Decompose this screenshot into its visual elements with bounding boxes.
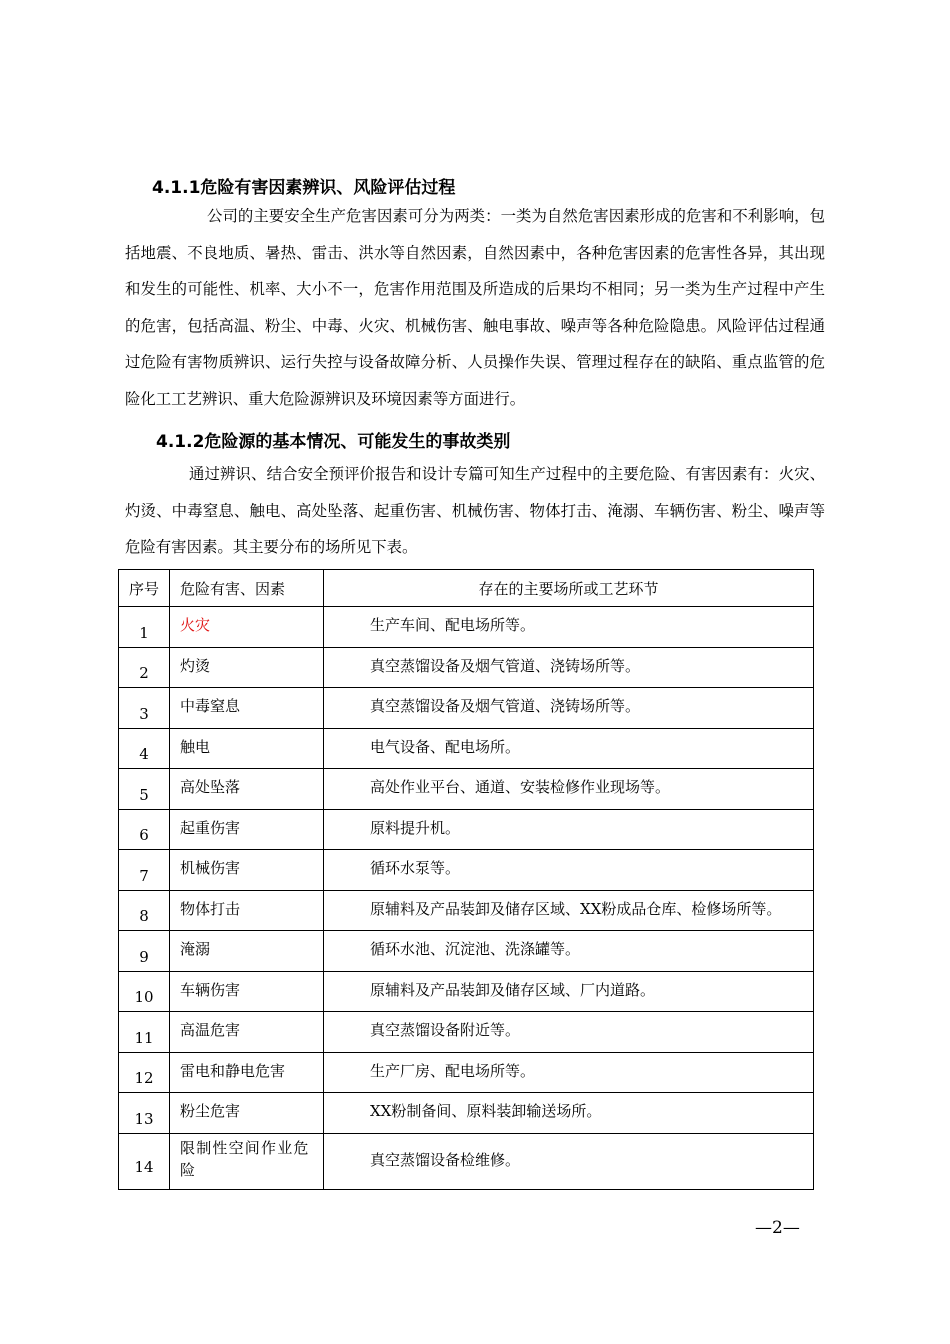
paragraph-risk-assessment: 公司的主要安全生产危害因素可分为两类：一类为自然危害因素形成的危害和不利影响，包括地震、不良地质、暑热、雷击、洪水等自然因素，自然因素中，各种危害因素的危害性各异，其出现和发生的可能性、机率、大小不一，危害作用范围及所造成的后果均不相同；另一类为生产过程中产生的危害，包括高温、粉尘、中毒、火灾、机械伤害、触电事故、噪声等各种危险隐患。风险评估过程通过危险有害物质辨识、运行失控与设备故障分析、人员操作失误、管理过程存在的缺陷、重点监管的危险化工工艺辨识、重大危险源辨识及环境因素等方面进行。 — [125, 207, 825, 408]
cell-location: 原辅料及产品装卸及储存区域、XX粉成品仓库、检修场所等。 — [324, 890, 814, 931]
cell-hazard: 车辆伤害 — [170, 971, 324, 1012]
table-row — [119, 1052, 814, 1093]
cell-location: 真空蒸馏设备及烟气管道、浇铸场所等。 — [324, 688, 814, 729]
cell-no: 3 — [119, 688, 170, 729]
cell-hazard: 触电 — [170, 728, 324, 769]
hazard-table — [118, 569, 814, 1190]
table-row — [119, 1133, 814, 1189]
cell-no: 9 — [119, 931, 170, 972]
cell-location: 高处作业平台、通道、安装检修作业现场等。 — [324, 769, 814, 810]
cell-no: 11 — [119, 1012, 170, 1053]
cell-location: 真空蒸馏设备及烟气管道、浇铸场所等。 — [324, 647, 814, 688]
cell-no: 4 — [119, 728, 170, 769]
cell-location: 循环水池、沉淀池、洗涤罐等。 — [324, 931, 814, 972]
table-row — [119, 1012, 814, 1053]
cell-no: 10 — [119, 971, 170, 1012]
cell-hazard: 中毒窒息 — [170, 688, 324, 729]
cell-location: 原辅料及产品装卸及储存区域、厂内道路。 — [324, 971, 814, 1012]
table-row — [119, 728, 814, 769]
cell-hazard: 限制性空间作业危险 — [170, 1133, 324, 1189]
table-row — [119, 688, 814, 729]
table-row — [119, 931, 814, 972]
cell-location: 真空蒸馏设备附近等。 — [324, 1012, 814, 1053]
table-row — [119, 971, 814, 1012]
cell-hazard: 灼烫 — [170, 647, 324, 688]
cell-no: 7 — [119, 850, 170, 891]
cell-hazard: 机械伤害 — [170, 850, 324, 891]
header-location: 存在的主要场所或工艺环节 — [324, 570, 814, 607]
cell-no: 2 — [119, 647, 170, 688]
cell-location: 生产车间、配电场所等。 — [324, 607, 814, 648]
cell-hazard: 高处坠落 — [170, 769, 324, 810]
cell-hazard: 起重伤害 — [170, 809, 324, 850]
cell-location: XX粉制备间、原料装卸输送场所。 — [324, 1093, 814, 1134]
cell-hazard: 雷电和静电危害 — [170, 1052, 324, 1093]
header-no: 序号 — [119, 570, 170, 607]
section-heading-4-1-1: 4.1.1危险有害因素辨识、风险评估过程 — [152, 178, 456, 198]
cell-no: 12 — [119, 1052, 170, 1093]
cell-no: 13 — [119, 1093, 170, 1134]
cell-no: 5 — [119, 769, 170, 810]
header-hazard: 危险有害、因素 — [170, 570, 324, 607]
cell-hazard: 粉尘危害 — [170, 1093, 324, 1134]
cell-hazard: 物体打击 — [170, 890, 324, 931]
page-number: —2— — [755, 1218, 800, 1238]
cell-location: 真空蒸馏设备检维修。 — [324, 1133, 814, 1189]
cell-location: 电气设备、配电场所。 — [324, 728, 814, 769]
table-row — [119, 769, 814, 810]
table-row — [119, 890, 814, 931]
table-row — [119, 850, 814, 891]
section-heading-4-1-2: 4.1.2危险源的基本情况、可能发生的事故类别 — [156, 432, 511, 452]
table-row — [119, 607, 814, 648]
cell-location: 生产厂房、配电场所等。 — [324, 1052, 814, 1093]
cell-no: 1 — [119, 607, 170, 648]
cell-location: 循环水泵等。 — [324, 850, 814, 891]
paragraph-hazard-sources: 通过辨识、结合安全预评价报告和设计专篇可知生产过程中的主要危险、有害因素有：火灾、灼烫、中毒窒息、触电、高处坠落、起重伤害、机械伤害、物体打击、淹溺、车辆伤害、粉尘、噪声等危险有害因素。其主要分布的场所见下表。 — [125, 465, 825, 556]
cell-no: 14 — [119, 1133, 170, 1189]
cell-location: 原料提升机。 — [324, 809, 814, 850]
cell-hazard: 高温危害 — [170, 1012, 324, 1053]
table-row — [119, 647, 814, 688]
table-row — [119, 809, 814, 850]
cell-no: 8 — [119, 890, 170, 931]
cell-no: 6 — [119, 809, 170, 850]
cell-hazard: 淹溺 — [170, 931, 324, 972]
cell-hazard: 火灾 — [170, 607, 324, 648]
table-row — [119, 1093, 814, 1134]
table-header-row — [119, 570, 814, 607]
